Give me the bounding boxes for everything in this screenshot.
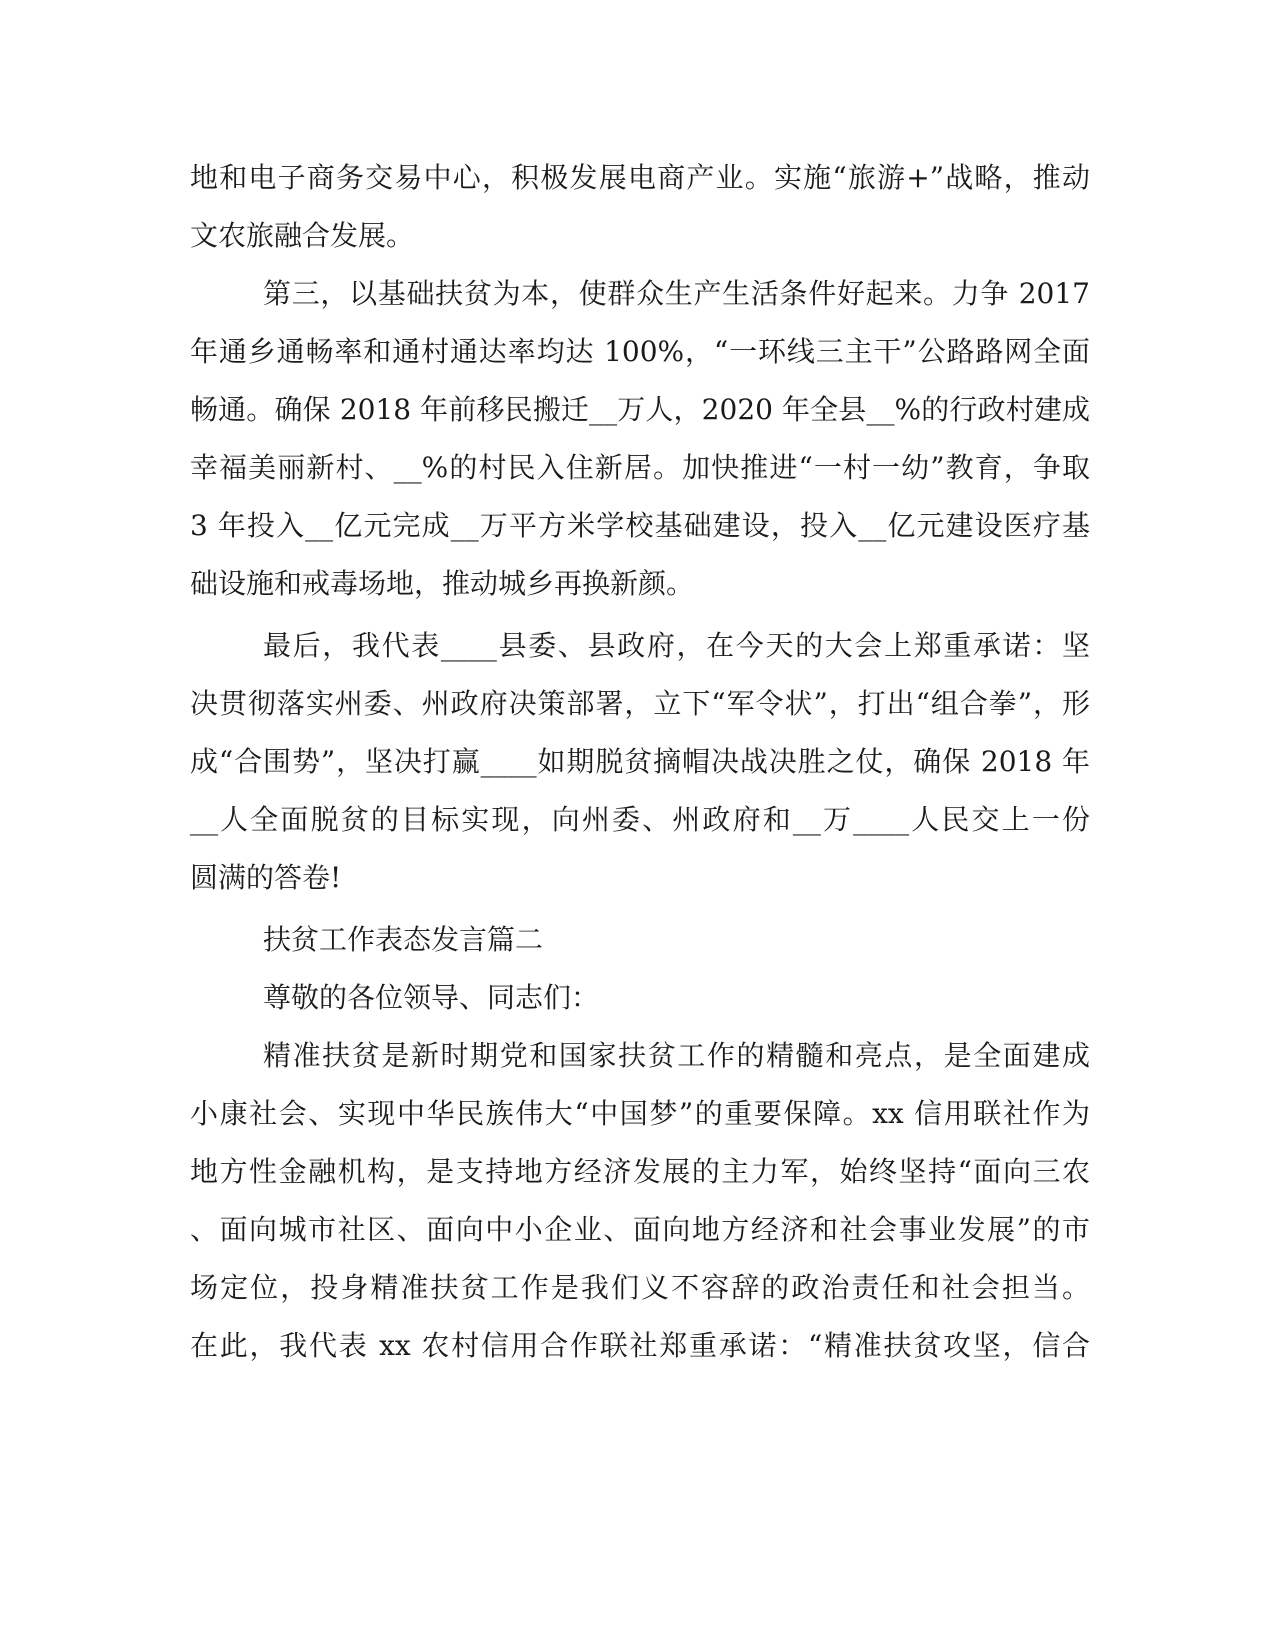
text-line: 圆满的答卷! <box>190 861 342 894</box>
text-line: 成“合围势”，坚决打赢____如期脱贫摘帽决战决胜之仗，确保 2018 年 <box>190 745 1090 778</box>
text-line: 文农旅融合发展。 <box>190 219 415 252</box>
text-line: 小康社会、实现中华民族伟大“中国梦”的重要保障。xx 信用联社作为 <box>190 1097 1090 1130</box>
text-line: __人全面脱贫的目标实现，向州委、州政府和__万____人民交上一份 <box>190 803 1090 836</box>
section-heading: 扶贫工作表态发言篇二 <box>263 923 544 956</box>
text-line: 地方性金融机构，是支持地方经济发展的主力军，始终坚持“面向三农 <box>190 1155 1090 1188</box>
text-line: 最后，我代表____县委、县政府，在今天的大会上郑重承诺：坚 <box>263 629 1090 662</box>
text-line: 幸福美丽新村、__%的村民入住新居。加快推进“一村一幼”教育，争取 <box>190 451 1090 484</box>
text-line: 精准扶贫是新时期党和国家扶贫工作的精髓和亮点，是全面建成 <box>263 1039 1090 1072</box>
text-line: 场定位，投身精准扶贫工作是我们义不容辞的政治责任和社会担当。 <box>190 1271 1090 1304</box>
text-line: 第三，以基础扶贫为本，使群众生产生活条件好起来。力争 2017 <box>263 277 1090 310</box>
text-line: 3 年投入__亿元完成__万平方米学校基础建设，投入__亿元建设医疗基 <box>190 509 1090 542</box>
text-line: 地和电子商务交易中心，积极发展电商产业。实施“旅游+”战略，推动 <box>190 161 1090 194</box>
salutation: 尊敬的各位领导、同志们： <box>263 981 600 1014</box>
text-line: 畅通。确保 2018 年前移民搬迁__万人，2020 年全县__%的行政村建成 <box>190 393 1090 426</box>
text-line: 年通乡通畅率和通村通达率均达 100%，“一环线三主干”公路路网全面 <box>190 335 1090 368</box>
text-line: 、面向城市社区、面向中小企业、面向地方经济和社会事业发展”的市 <box>190 1213 1090 1246</box>
text-line: 在此，我代表 xx 农村信用合作联社郑重承诺：“精准扶贫攻坚，信合 <box>190 1329 1090 1362</box>
text-line: 决贯彻落实州委、州政府决策部署，立下“军令状”，打出“组合拳”，形 <box>190 687 1090 720</box>
text-line: 础设施和戒毒场地，推动城乡再换新颜。 <box>190 567 695 600</box>
